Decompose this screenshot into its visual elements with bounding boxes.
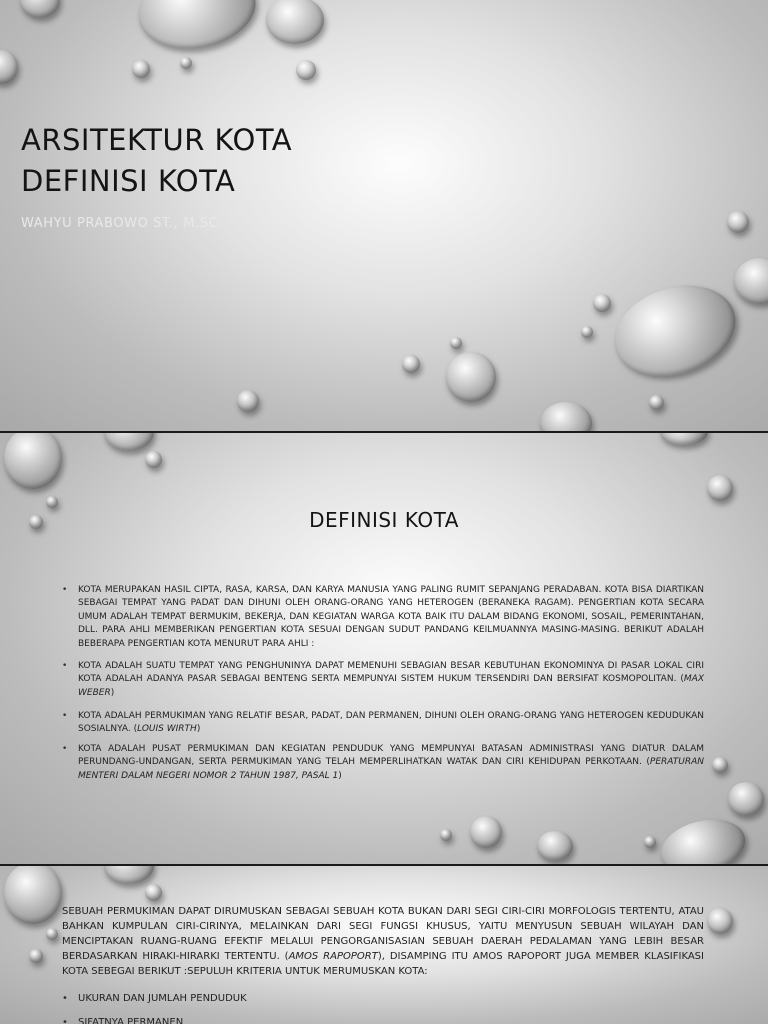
water-drop bbox=[540, 402, 592, 431]
water-drop bbox=[266, 0, 324, 44]
water-drop bbox=[104, 866, 154, 884]
water-drop bbox=[655, 811, 751, 864]
citation: LOUIS WIRTH bbox=[137, 724, 197, 735]
title-line-2: DEFINISI KOTA bbox=[21, 164, 236, 198]
author-subtitle: WAHYU PRABOWO ST., M.SC. bbox=[21, 216, 224, 231]
list-item: • KOTA ADALAH PERMUKIMAN YANG RELATIF BESAR, PADAT, DAN PERMANEN, DIHUNI OLEH ORANG-ORANG YANG HETEROGEN KEDUDUKAN SOSIALNYA. (LOUIS WIRTH) bbox=[78, 710, 704, 737]
water-drop bbox=[132, 0, 262, 58]
water-drop bbox=[712, 757, 728, 773]
citation: AMOS RAPOPORT bbox=[288, 951, 378, 962]
list-item: • KOTA ADALAH PUSAT PERMUKIMAN DAN KEGIATAN PENDUDUK YANG MEMPUNYAI BATASAN ADMINISTRASI YANG DIATUR DALAM PERUNDANG-UNDANGAN, SERTA PERMUKIMAN YANG TELAH MEMPERLIHATKAN WATAK DAN CIRI KEHIDUPAN PERKOTAAN. (PERATURAN MENTERI DALAM NEGERI NOMOR 2 TAHUN 1987, PASAL 1) bbox=[78, 743, 704, 783]
water-drop bbox=[728, 782, 764, 816]
water-drop bbox=[660, 433, 708, 445]
water-drop bbox=[734, 258, 768, 304]
list-item: • SIFATNYA PERMANEN bbox=[78, 1015, 704, 1024]
water-drop bbox=[707, 908, 733, 934]
water-drop bbox=[145, 884, 162, 901]
body-paragraph: SEBUAH PERMUKIMAN DAPAT DIRUMUSKAN SEBAGAI SEBUAH KOTA BUKAN DARI SEGI CIRI-CIRI MORFOLOGIS TERTENTU, ATAU BAHKAN KUMPULAN CIRI-CIRINYA, MELAINKAN DARI SEGI FUNGSI KHUSUS, YAITU MENYUSUN SEBUAH WILAYAH DAN MENCIPTAKAN RUANG-RUANG EFEKTIF MELALUI PENGORGANISASIAN SEBUAH DAERAH PEDALAMAN YANG LEBIH BESAR BERDASARKAN HIRAKI-HIRARKI TERTENTU. (AMOS RAPOPORT), DISAMPING ITU AMOS RAPOPORT JUGA MEMBER KLASIFIKASI KOTA SEBEGAI BERIKUT :SEPULUH KRITERIA UNTUK MERUMUSKAN KOTA: bbox=[62, 906, 704, 977]
presentation-title bbox=[21, 120, 292, 202]
water-drop bbox=[603, 271, 748, 391]
water-drop bbox=[29, 949, 43, 963]
slide-definisi-kota bbox=[0, 433, 768, 864]
slide-kriteria-kota bbox=[0, 866, 768, 1024]
water-drop bbox=[180, 57, 192, 69]
list-item: • KOTA ADALAH SUATU TEMPAT YANG PENGHUNINYA DAPAT MEMENUHI SEBAGIAN BESAR KEBUTUHAN EKONOMINYA DI PASAR LOKAL CIRI KOTA ADALAH ADANYA PASAR SEBAGAI BENTENG SERTA MEMPUNYAI SISTEM HUKUM TERSENDIRI DAN BERSIFAT KOSMOPOLITAN. (MAX WEBER) bbox=[78, 660, 704, 700]
water-drop bbox=[20, 0, 60, 18]
water-drop bbox=[470, 816, 502, 848]
water-drop bbox=[581, 326, 593, 338]
water-drop bbox=[46, 928, 58, 940]
water-drop bbox=[450, 337, 462, 349]
water-drop bbox=[402, 355, 420, 373]
water-drop bbox=[649, 395, 664, 410]
list-item: • KOTA MERUPAKAN HASIL CIPTA, RASA, KARSA, DAN KARYA MANUSIA YANG PALING RUMIT SEPANJANG PERADABAN. KOTA BISA DIARTIKAN SEBAGAI TEMPAT YANG PADAT DAN DIHUNI OLEH ORANG-ORANG YANG HETEROGEN (BERANEKA RAGAM). PENGERTIAN KOTA SECARA UMUM ADALAH TEMPAT BERMUKIM, BEKERJA, DAN KEGIATAN WARGA KOTA BAIK ITU DALAM BIDANG EKONOMI, SOSAIL, PEMERINTAHAN, DLL. PARA AHLI MEMBERIKAN PENGERTIAN KOTA SESUAI DENGAN SUDUT PANDANG KEILMUANNYA MASING-MASING. BERIKUT ADALAH BEBERAPA PENGERTIAN KOTA MENURUT PARA AHLI : bbox=[78, 584, 704, 651]
water-drop bbox=[237, 390, 259, 412]
water-drop bbox=[0, 50, 18, 84]
water-drop bbox=[644, 836, 656, 848]
title-line-1: ARSITEKTUR KOTA bbox=[21, 123, 293, 157]
water-drop bbox=[440, 829, 452, 841]
water-drop bbox=[446, 352, 496, 402]
citation: PERATURAN MENTERI DALAM NEGERI NOMOR 2 TAHUN 1987, PASAL 1 bbox=[78, 757, 704, 781]
water-drop bbox=[707, 475, 733, 501]
water-drop bbox=[145, 451, 162, 468]
water-drop bbox=[104, 433, 154, 451]
water-drop bbox=[4, 433, 62, 489]
slide-title bbox=[0, 0, 768, 431]
water-drop bbox=[46, 496, 58, 508]
water-drop bbox=[132, 60, 150, 78]
water-drop bbox=[593, 294, 611, 312]
list-item: • UKURAN DAN JUMLAH PENDUDUK bbox=[78, 991, 704, 1006]
water-drop bbox=[537, 831, 573, 861]
water-drop bbox=[4, 866, 62, 924]
citation: MAX WEBER bbox=[78, 674, 704, 698]
water-drop bbox=[296, 60, 316, 80]
water-drop bbox=[727, 211, 749, 233]
slide-heading: DEFINISI KOTA bbox=[309, 508, 459, 532]
